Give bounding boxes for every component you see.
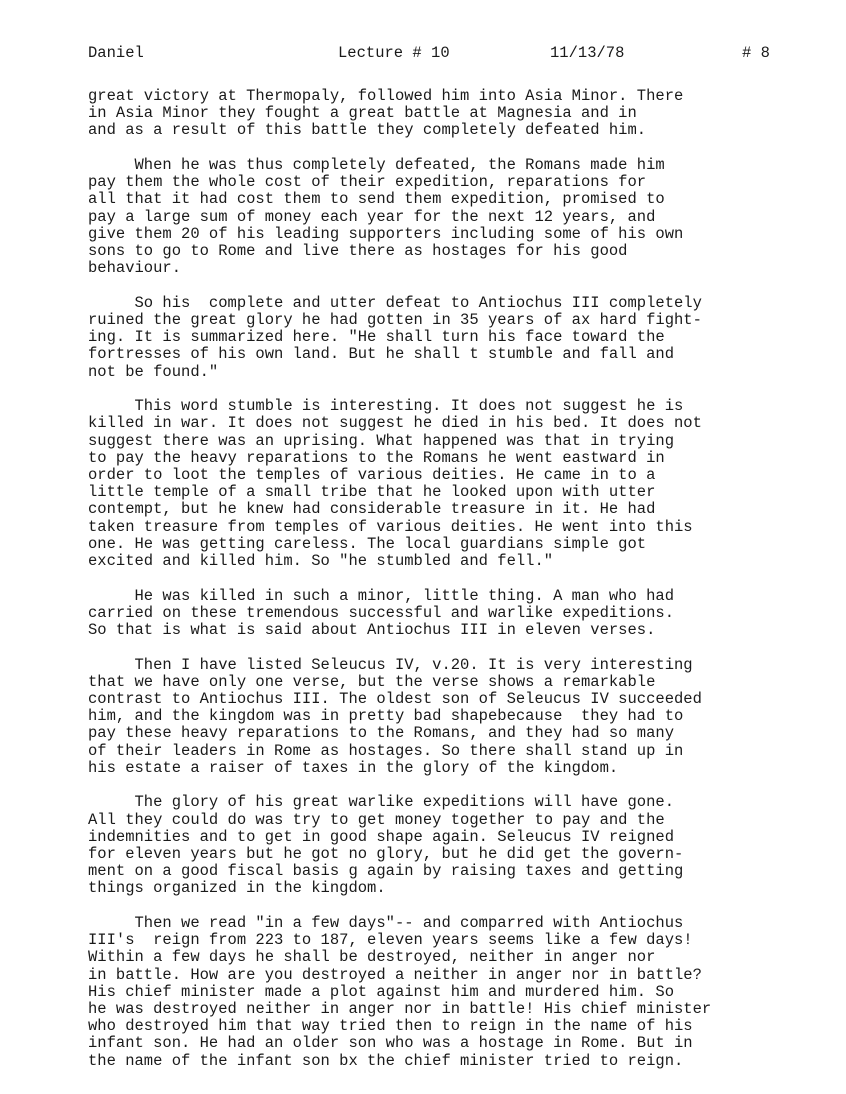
text-line: killed in war. It does not suggest he died in his bed. It does not [88, 414, 702, 433]
text-line: When he was thus completely defeated, the Romans made him [88, 156, 665, 174]
text-line: he was destroyed neither in anger nor in battle! His chief minister [88, 1000, 712, 1019]
text-line: ment on a good fiscal basis g again by raising taxes and getting [88, 862, 684, 881]
text-line: that we have only one verse, but the verse shows a remarkable [88, 672, 656, 691]
paragraph [88, 157, 778, 277]
text-line: Then we read "in a few days"-- and comparred with Antiochus [88, 914, 684, 933]
paragraph [88, 588, 778, 640]
text-line: him, and the kingdom was in pretty bad shapebecause they had to [88, 707, 684, 726]
text-line: excited and killed him. So "he stumbled and fell." [88, 552, 554, 571]
text-line: and as a result of this battle they completely defeated him. [88, 121, 647, 140]
text-line: carried on these tremendous successful and warlike expeditions. [88, 603, 674, 622]
text-line: All they could do was try to get money together to pay and the [88, 810, 665, 829]
text-line: of their leaders in Rome as hostages. So there shall stand up in [88, 741, 684, 760]
paragraph [88, 398, 778, 570]
lecture-date: 11/13/78 [550, 44, 625, 62]
paragraph [88, 794, 778, 897]
text-line: behaviour. [88, 259, 182, 278]
page-header [88, 44, 790, 66]
text-line: So that is what is said about Antiochus III in eleven verses. [88, 621, 656, 640]
text-line: things organized in the kingdom. [88, 879, 386, 898]
text-line: This word stumble is interesting. It does not suggest he is [88, 397, 684, 416]
text-line: give them 20 of his leading supporters including some of his own [88, 224, 684, 243]
lecture-number: Lecture # 10 [338, 44, 450, 62]
text-line: suggest there was an uprising. What happened was that in trying [88, 431, 674, 450]
text-line: contrast to Antiochus III. The oldest son of Seleucus IV succeeded [88, 690, 702, 709]
paragraph [88, 657, 778, 777]
text-line: He was killed in such a minor, little thing. A man who had [88, 586, 674, 605]
text-line: his estate a raiser of taxes in the glory of the kingdom. [88, 758, 619, 777]
text-line: little temple of a small tribe that he looked upon with utter [88, 483, 656, 502]
text-line: in battle. How are you destroyed a neither in anger nor in battle? [88, 965, 702, 984]
text-line: ruined the great glory he had gotten in 35 years of ax hard fight- [88, 311, 702, 330]
text-line: Within a few days he shall be destroyed, neither in anger nor [88, 948, 656, 967]
text-line: pay these heavy reparations to the Romans, and they had so many [88, 724, 674, 743]
text-line: in Asia Minor they fought a great battle at Magnesia and in [88, 104, 637, 123]
text-line: one. He was getting careless. The local guardians simple got [88, 534, 647, 553]
text-line: all that it had cost them to send them expedition, promised to [88, 190, 665, 209]
text-line: the name of the infant son bx the chief minister tried to reign. [88, 1051, 684, 1070]
text-line: who destroyed him that way tried then to reign in the name of his [88, 1017, 693, 1036]
text-line: ing. It is summarized here. "He shall turn his face toward the [88, 328, 665, 347]
text-line: fortresses of his own land. But he shall t stumble and fall and [88, 345, 674, 364]
text-line: indemnities and to get in good shape again. Seleucus IV reigned [88, 827, 674, 846]
text-line: So his complete and utter defeat to Antiochus III completely [88, 293, 702, 312]
text-line: contempt, but he knew had considerable treasure in it. He had [88, 500, 656, 519]
text-line: Then I have listed Seleucus IV, v.20. It is very interesting [88, 655, 693, 674]
text-line: infant son. He had an older son who was a hostage in Rome. But in [88, 1034, 693, 1053]
text-line: great victory at Thermopaly, followed him into Asia Minor. There [88, 87, 684, 105]
text-line: sons to go to Rome and live there as hostages for his good [88, 242, 628, 261]
text-line: pay a large sum of money each year for the next 12 years, and [88, 207, 656, 226]
book-title: Daniel [88, 44, 144, 62]
lecture-body [88, 88, 778, 1087]
paragraph [88, 295, 778, 381]
text-line: His chief minister made a plot against him and murdered him. So [88, 982, 674, 1001]
text-line: The glory of his great warlike expeditions will have gone. [88, 793, 674, 812]
text-line: taken treasure from temples of various deities. He went into this [88, 517, 693, 536]
paragraph [88, 88, 778, 140]
text-line: to pay the heavy reparations to the Romans he went eastward in [88, 448, 665, 467]
text-line: order to loot the temples of various deities. He came in to a [88, 466, 656, 485]
text-line: for eleven years but he got no glory, but he did get the govern- [88, 845, 684, 864]
page-number: # 8 [742, 44, 770, 62]
paragraph [88, 915, 778, 1070]
text-line: pay them the whole cost of their expedition, reparations for [88, 173, 647, 192]
text-line: not be found." [88, 362, 219, 381]
text-line: III's reign from 223 to 187, eleven years seems like a few days! [88, 931, 693, 950]
